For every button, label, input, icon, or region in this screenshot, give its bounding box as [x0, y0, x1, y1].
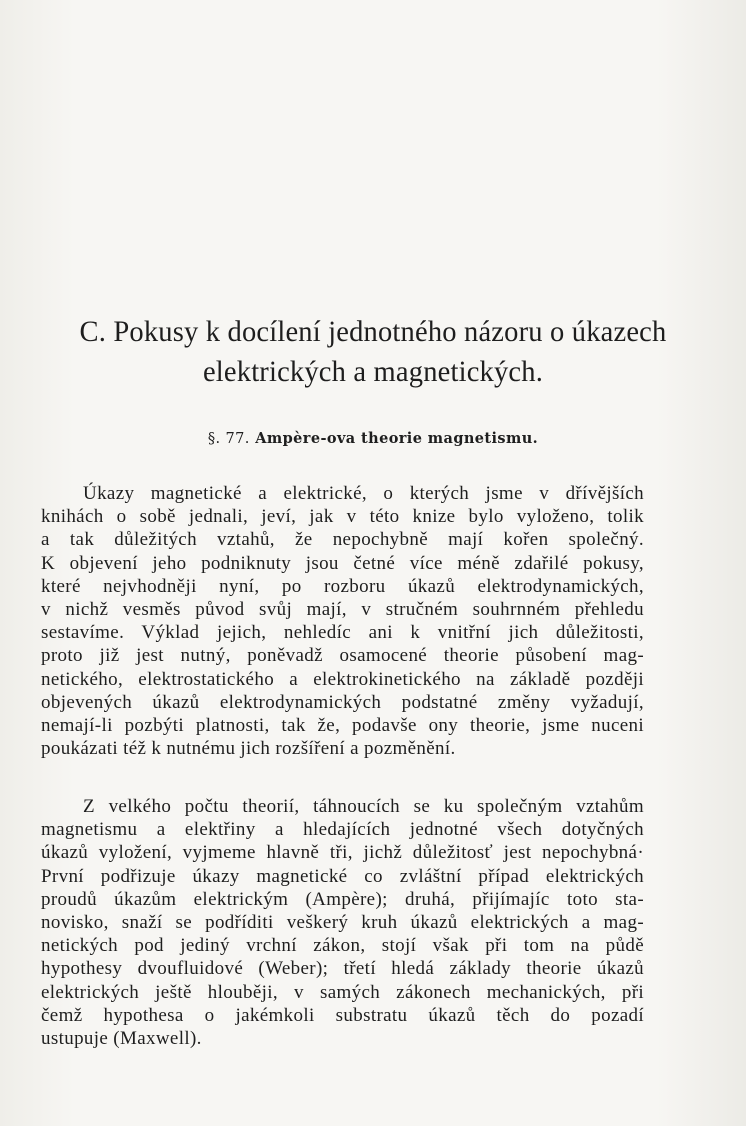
text-line: čemž hypothesa o jakémkoli substratu úkazů těch do pozadí	[41, 1004, 644, 1026]
text-line: knihách o sobě jednali, jeví, jak v této knize bylo vyloženo, tolik	[41, 506, 644, 528]
heading-line: elektrických a magnetických.	[202, 355, 544, 388]
section-number: §. 77.	[207, 431, 250, 447]
text-line: proto již jest nutný, poněvadž osamocené theorie působení mag-	[41, 645, 644, 667]
text-line: První podřizuje úkazy magnetické co zvláštní případ elektrických	[41, 865, 644, 887]
text-line: v nichž vesměs původ svůj mají, v stručném souhrnném přehledu	[41, 599, 644, 621]
chapter-heading	[19, 312, 728, 392]
text-line: proudů úkazům elektrickým (Ampère); druhá, přijímajíc toto sta-	[41, 888, 644, 910]
paragraph	[41, 795, 644, 1050]
section-heading	[0, 429, 746, 449]
heading-line: C. Pokusy k docílení jednotného názoru o úkazech	[79, 315, 667, 348]
text-line: netického, elektrostatického a elektrokinetického na základě později	[41, 668, 644, 690]
text-line: Z velkého počtu theorií, táhnoucích se ku společným vztahům	[83, 796, 644, 817]
text-line: které nejvhodněji nyní, po rozboru úkazů elektrodynamických,	[41, 575, 644, 597]
text-line: hypothesy dvoufluidové (Weber); třetí hledá základy theorie úkazů	[41, 958, 644, 980]
text-line: K objevení jeho podniknuty jsou četné více méně zdařilé pokusy,	[41, 552, 644, 574]
text-line: elektrických ještě hlouběji, v samých zákonech mechanických, při	[41, 981, 644, 1003]
text-line: poukázati též k nutnému jich rozšíření a pozměnění.	[41, 738, 456, 760]
text-line: novisko, snaží se podříditi veškerý kruh úkazů elektrických a mag-	[41, 912, 644, 934]
text-line: nemají-li pozbýti platnosti, tak že, podavše ony theorie, jsme nuceni	[41, 715, 644, 737]
text-line: úkazů vyložení, vyjmeme hlavně tři, jichž důležitosť jest nepochybná·	[41, 842, 644, 864]
text-line: ustupuje (Maxwell).	[41, 1028, 202, 1050]
text-line: netických pod jediný vrchní zákon, stojí však při tom na půdě	[41, 935, 644, 957]
text-line: objevených úkazů elektrodynamických podstatné změny vyžadují,	[41, 691, 644, 713]
text-line: Úkazy magnetické a elektrické, o kterých jsme v dřívějších	[83, 483, 644, 504]
section-title: Ampère-ova theorie magnetismu.	[255, 430, 539, 447]
text-line: sestavíme. Výklad jejich, nehledíc ani k vnitřní jich důležitosti,	[41, 622, 644, 644]
paragraph	[41, 482, 644, 760]
text-line: a tak důležitých vztahů, že nepochybně mají kořen společný.	[41, 529, 644, 551]
text-line: magnetismu a elektřiny a hledajících jednotné všech dotyčných	[41, 819, 644, 841]
